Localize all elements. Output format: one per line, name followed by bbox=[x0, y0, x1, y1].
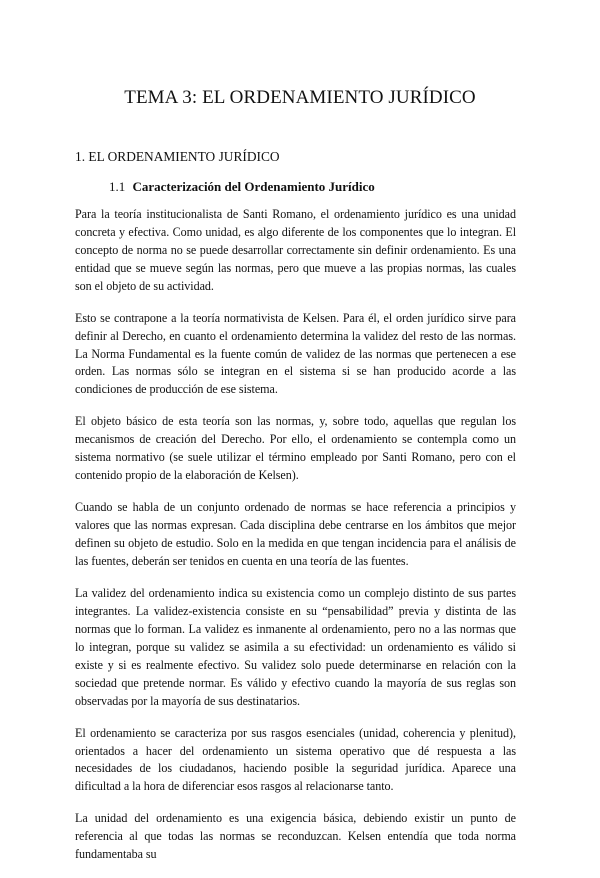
document-title: TEMA 3: EL ORDENAMIENTO JURÍDICO bbox=[124, 87, 476, 108]
subsection-label: Caracterización del Ordenamiento Jurídico bbox=[132, 179, 375, 194]
subsection-number: 1.1 bbox=[109, 179, 126, 194]
paragraph: El objeto básico de esta teoría son las normas, y, sobre todo, aquellas que regulan los mecanismos de creación del Derecho. Por ello, el ordenamiento se contempla como un sistema normativo (se suele utilizar el término empleado por Santi Romano, pero con el contenido propio de la elaboración de Kelsen). bbox=[75, 414, 516, 483]
subsection-heading bbox=[109, 178, 375, 196]
paragraph: La validez del ordenamiento indica su existencia como un complejo distinto de sus partes integrantes. La validez-existencia consiste en su “pensabilidad” previa y distinta de las normas que lo forman. La validez es inmanente al ordenamiento, pero no a las normas que lo integran, porque su validez se asimila a su efectividad: un ordenamiento es válido si existe y si es realmente efectivo. Su validez solo puede determinarse en relación con la sociedad que pretende normar. Es válido y efectivo cuando la mayoría de sus reglas son observadas por la mayoría de sus destinatarios. bbox=[75, 586, 516, 708]
section-heading: 1. EL ORDENAMIENTO JURÍDICO bbox=[75, 149, 280, 164]
document-body bbox=[75, 206, 516, 878]
paragraph: La unidad del ordenamiento es una exigencia básica, debiendo existir un punto de referencia al que todas las normas se reconduzcan. Kelsen entendía que toda norma fundamentaba su bbox=[75, 811, 516, 862]
paragraph: Para la teoría institucionalista de Santi Romano, el ordenamiento jurídico es una unidad concreta y efectiva. Como unidad, es algo diferente de los componentes que lo integran. El concepto de norma no se puede desarrollar correctamente sin definir ordenamiento. Es una entidad que se mueve según las normas, pero que mueve a las propias normas, las cuales son el objeto de su actividad. bbox=[75, 207, 516, 293]
paragraph: Cuando se habla de un conjunto ordenado de normas se hace referencia a principios y valores que las normas expresan. Cada disciplina debe centrarse en los ámbitos que mejor definen su objeto de estudio. Solo en la medida en que tengan incidencia para el análisis de las fuentes, deberán ser tenidos en cuenta en una teoría de las fuentes. bbox=[75, 500, 516, 568]
paragraph: El ordenamiento se caracteriza por sus rasgos esenciales (unidad, coherencia y plenitud), orientados a hacer del ordenamiento un sistema operativo que dé respuesta a las necesidades de los ciudadanos, haciendo posible la seguridad jurídica. Aparece una dificultad a la hora de diferenciar esos rasgos al relacionarse tanto. bbox=[75, 725, 516, 794]
paragraph: Esto se contrapone a la teoría normativista de Kelsen. Para él, el orden jurídico sirve para definir al Derecho, en cuanto el ordenamiento determina la validez del resto de las normas. La Norma Fundamental es la fuente común de validez de las normas que pertenecen a ese orden. Las normas sólo se integran en el sistema si se han producido acorde a las condiciones de producción de ese sistema. bbox=[75, 310, 516, 397]
